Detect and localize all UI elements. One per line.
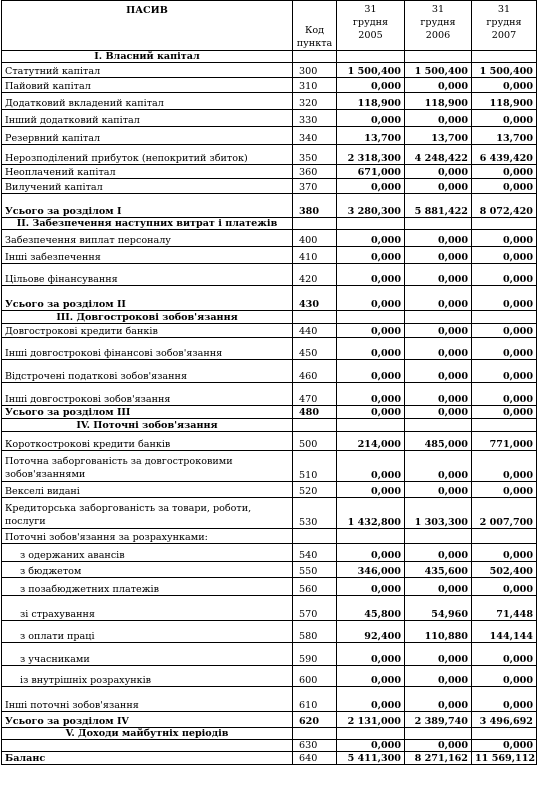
row-value-2005: 1 432,800 [337,498,405,529]
row-value-2007: 0,000 [472,179,537,194]
row-value-2006: 0,000 [405,406,472,419]
row-value-2007: 0,000 [472,482,537,498]
row-value-2006: 0,000 [405,643,472,666]
row-value-2007: 0,000 [472,578,537,596]
row-code: 510 [293,451,337,482]
row-label: зі страхування [2,596,293,621]
row-value-2007: 0,000 [472,360,537,383]
row-value-2007: 2 007,700 [472,498,537,529]
row-value-2006: 0,000 [405,383,472,406]
row-code: 600 [293,666,337,687]
row-label: Усього за розділом ІІІ [2,406,293,419]
row-value-2007: 0,000 [472,338,537,360]
table-row [2,230,537,247]
row-value-2006: 0,000 [405,78,472,93]
row-value-2007 [472,529,537,544]
row-value-2005: 2 318,300 [337,145,405,165]
balance-row [2,752,537,765]
row-value-2007: 0,000 [472,247,537,264]
row-code: 310 [293,78,337,93]
total-row [2,712,537,728]
balance-value-2005: 5 411,300 [337,752,405,765]
table-row [2,179,537,194]
section-empty-cell [405,51,472,63]
table-row [2,247,537,264]
balance-liabilities-table [1,0,537,765]
row-code: 620 [293,712,337,728]
row-value-2006: 118,900 [405,93,472,110]
row-value-2007: 0,000 [472,740,537,752]
row-value-2006: 0,000 [405,740,472,752]
table-row [2,324,537,338]
row-label: Усього за розділом І [2,194,293,218]
table-row [2,93,537,110]
row-value-2005: 214,000 [337,432,405,451]
row-value-2006 [405,529,472,544]
table-row [2,78,537,93]
row-value-2006: 5 881,422 [405,194,472,218]
row-code: 300 [293,63,337,78]
row-code: 550 [293,562,337,578]
row-code: 380 [293,194,337,218]
table-row [2,544,537,562]
row-label: з оплати праці [2,621,293,643]
table-row [2,621,537,643]
row-label: Статутний капітал [2,63,293,78]
row-value-2007: 144,144 [472,621,537,643]
row-value-2005: 0,000 [337,324,405,338]
column-header-date-2006 [405,1,472,51]
row-value-2007: 0,000 [472,110,537,127]
date-month: грудня [420,17,456,28]
date-year: 2005 [358,30,383,41]
row-value-2005: 92,400 [337,621,405,643]
row-value-2006: 0,000 [405,324,472,338]
section-title: І. Власний капітал [2,51,293,63]
section-title: ІІ. Забезпечення наступних витрат і платежів [2,218,293,230]
row-label: з одержаних авансів [2,544,293,562]
row-value-2007: 0,000 [472,544,537,562]
section-empty-cell [293,311,337,324]
row-code: 450 [293,338,337,360]
row-value-2007: 0,000 [472,78,537,93]
row-label: Інші забезпечення [2,247,293,264]
section-empty-cell [472,728,537,740]
column-header-date-2005 [337,1,405,51]
table-row [2,482,537,498]
row-value-2005: 0,000 [337,687,405,712]
row-code: 470 [293,383,337,406]
row-code: 420 [293,264,337,286]
row-label: з бюджетом [2,562,293,578]
row-value-2006: 0,000 [405,264,472,286]
row-value-2006: 485,000 [405,432,472,451]
row-value-2005: 346,000 [337,562,405,578]
row-value-2006: 0,000 [405,544,472,562]
table-row [2,110,537,127]
section-empty-cell [337,218,405,230]
section-empty-cell [337,311,405,324]
row-label: Резервний капітал [2,127,293,145]
row-value-2005: 0,000 [337,338,405,360]
total-row [2,286,537,311]
table-row [2,596,537,621]
section-title: V. Доходи майбутніх періодів [2,728,293,740]
table-row [2,127,537,145]
row-code: 370 [293,179,337,194]
balance-code: 640 [293,752,337,765]
date-day: 31 [497,4,511,15]
table-row [2,562,537,578]
row-code: 460 [293,360,337,383]
table-row [2,529,537,544]
row-code: 410 [293,247,337,264]
section-empty-cell [293,728,337,740]
row-label: Кредиторська заборгованість за товари, роботи, послуги [2,498,293,529]
code-label-line2: пункта [296,38,333,49]
row-label: Короткострокові кредити банків [2,432,293,451]
section-header-row [2,311,537,324]
row-label: Вилучений капітал [2,179,293,194]
row-label: Відстрочені податкові зобов'язання [2,360,293,383]
table-row [2,666,537,687]
balance-value-2006: 8 271,162 [405,752,472,765]
date-month: грудня [486,17,522,28]
row-label: Неоплачений капітал [2,165,293,179]
row-value-2005: 0,000 [337,360,405,383]
row-label: з позабюджетних платежів [2,578,293,596]
section-header-row [2,51,537,63]
table-row [2,264,537,286]
row-code [293,529,337,544]
row-label: Додатковий вкладений капітал [2,93,293,110]
row-value-2007: 0,000 [472,264,537,286]
column-header-code [293,1,337,51]
row-code: 500 [293,432,337,451]
row-value-2006: 435,600 [405,562,472,578]
section-empty-cell [293,419,337,432]
row-value-2006: 0,000 [405,360,472,383]
row-value-2005: 118,900 [337,93,405,110]
row-value-2007: 502,400 [472,562,537,578]
row-value-2007: 0,000 [472,165,537,179]
table-header-row [2,1,537,51]
row-value-2007: 0,000 [472,666,537,687]
row-value-2005: 0,000 [337,451,405,482]
row-label: Інший додатковий капітал [2,110,293,127]
row-value-2006: 4 248,422 [405,145,472,165]
row-label: Усього за розділом IV [2,712,293,728]
date-month: грудня [352,17,389,28]
row-code: 540 [293,544,337,562]
row-value-2005: 45,800 [337,596,405,621]
row-value-2007: 0,000 [472,230,537,247]
row-code: 480 [293,406,337,419]
row-value-2006: 0,000 [405,578,472,596]
section-title: ІІІ. Довгострокові зобов'язання [2,311,293,324]
row-label [2,740,293,752]
section-empty-cell [293,218,337,230]
row-value-2007: 71,448 [472,596,537,621]
row-label: Забезпечення виплат персоналу [2,230,293,247]
date-day: 31 [431,4,445,15]
table-row [2,145,537,165]
row-value-2006: 0,000 [405,451,472,482]
row-value-2005: 0,000 [337,247,405,264]
section-empty-cell [405,311,472,324]
row-value-2006: 110,880 [405,621,472,643]
section-empty-cell [293,51,337,63]
row-value-2007: 6 439,420 [472,145,537,165]
row-value-2005: 3 280,300 [337,194,405,218]
row-code: 330 [293,110,337,127]
row-code: 590 [293,643,337,666]
row-value-2007: 8 072,420 [472,194,537,218]
row-value-2005: 0,000 [337,482,405,498]
row-code: 520 [293,482,337,498]
row-value-2006: 1 303,300 [405,498,472,529]
column-header-title: ПАСИВ [2,1,293,51]
table-row [2,740,537,752]
row-code: 530 [293,498,337,529]
section-empty-cell [472,218,537,230]
row-label: Пайовий капітал [2,78,293,93]
row-value-2005: 2 131,000 [337,712,405,728]
row-value-2005: 0,000 [337,110,405,127]
balance-label: Баланс [2,752,293,765]
row-label: Інші поточні зобов'язання [2,687,293,712]
section-header-row [2,218,537,230]
row-code: 400 [293,230,337,247]
row-value-2006: 1 500,400 [405,63,472,78]
row-value-2005: 0,000 [337,264,405,286]
row-value-2005: 1 500,400 [337,63,405,78]
row-value-2006: 0,000 [405,482,472,498]
row-value-2005: 0,000 [337,383,405,406]
row-label: Нерозподілений прибуток (непокритий збиток) [2,145,293,165]
row-code: 340 [293,127,337,145]
code-label-line1: Код [304,25,325,36]
row-label: Векселі видані [2,482,293,498]
row-value-2007: 118,900 [472,93,537,110]
row-code: 320 [293,93,337,110]
row-label: Цільове фінансування [2,264,293,286]
row-value-2005: 0,000 [337,740,405,752]
row-value-2006: 54,960 [405,596,472,621]
row-value-2007: 771,000 [472,432,537,451]
section-header-row [2,419,537,432]
row-label: Інші довгострокові зобов'язання [2,383,293,406]
section-empty-cell [472,51,537,63]
row-value-2005: 0,000 [337,179,405,194]
table-row [2,63,537,78]
row-value-2005: 0,000 [337,406,405,419]
row-label: Усього за розділом ІІ [2,286,293,311]
row-label: з учасниками [2,643,293,666]
table-row [2,451,537,482]
section-empty-cell [472,419,537,432]
date-day: 31 [364,4,377,15]
section-empty-cell [405,218,472,230]
row-value-2007: 0,000 [472,324,537,338]
section-empty-cell [337,51,405,63]
row-value-2006: 0,000 [405,165,472,179]
row-value-2007: 0,000 [472,286,537,311]
row-value-2007: 0,000 [472,687,537,712]
row-value-2006: 0,000 [405,110,472,127]
row-code: 580 [293,621,337,643]
row-code: 560 [293,578,337,596]
section-empty-cell [337,728,405,740]
table-row [2,165,537,179]
row-label: Інші довгострокові фінансові зобов'язання [2,338,293,360]
row-value-2005: 0,000 [337,544,405,562]
row-value-2005: 0,000 [337,643,405,666]
row-value-2006: 13,700 [405,127,472,145]
row-code: 610 [293,687,337,712]
row-value-2007: 13,700 [472,127,537,145]
row-label: із внутрішніх розрахунків [2,666,293,687]
row-value-2006: 0,000 [405,338,472,360]
row-value-2006: 0,000 [405,286,472,311]
row-value-2007: 0,000 [472,643,537,666]
total-row [2,406,537,419]
row-label: Поточні зобов'язання за розрахунками: [2,529,293,544]
row-code: 350 [293,145,337,165]
table-row [2,432,537,451]
row-value-2005: 0,000 [337,78,405,93]
section-header-row [2,728,537,740]
row-value-2007: 3 496,692 [472,712,537,728]
row-value-2006: 0,000 [405,230,472,247]
date-year: 2007 [491,30,517,41]
section-empty-cell [405,728,472,740]
table-row [2,338,537,360]
row-value-2005: 13,700 [337,127,405,145]
row-value-2007: 1 500,400 [472,63,537,78]
table-row [2,578,537,596]
row-code: 570 [293,596,337,621]
row-value-2007: 0,000 [472,406,537,419]
row-value-2006: 0,000 [405,687,472,712]
row-value-2005: 0,000 [337,286,405,311]
row-label: Поточна заборгованість за довгостроковими зобов'язаннями [2,451,293,482]
section-empty-cell [472,311,537,324]
section-empty-cell [405,419,472,432]
row-value-2006: 0,000 [405,179,472,194]
table-row [2,498,537,529]
balance-value-2007: 11 569,112 [472,752,537,765]
row-value-2007: 0,000 [472,451,537,482]
row-value-2005: 0,000 [337,230,405,247]
row-value-2006: 0,000 [405,247,472,264]
row-code: 360 [293,165,337,179]
table-row [2,360,537,383]
row-value-2006: 2 389,740 [405,712,472,728]
date-year: 2006 [425,30,451,41]
table-row [2,643,537,666]
section-title: ІV. Поточні зобов'язання [2,419,293,432]
row-code: 440 [293,324,337,338]
row-code: 630 [293,740,337,752]
row-label: Довгострокові кредити банків [2,324,293,338]
column-header-date-2007 [472,1,537,51]
section-empty-cell [337,419,405,432]
row-value-2005: 671,000 [337,165,405,179]
row-code: 430 [293,286,337,311]
row-value-2005: 0,000 [337,578,405,596]
table-row [2,687,537,712]
row-value-2006: 0,000 [405,666,472,687]
row-value-2007: 0,000 [472,383,537,406]
total-row [2,194,537,218]
row-value-2005: 0,000 [337,666,405,687]
table-row [2,383,537,406]
row-value-2005 [337,529,405,544]
